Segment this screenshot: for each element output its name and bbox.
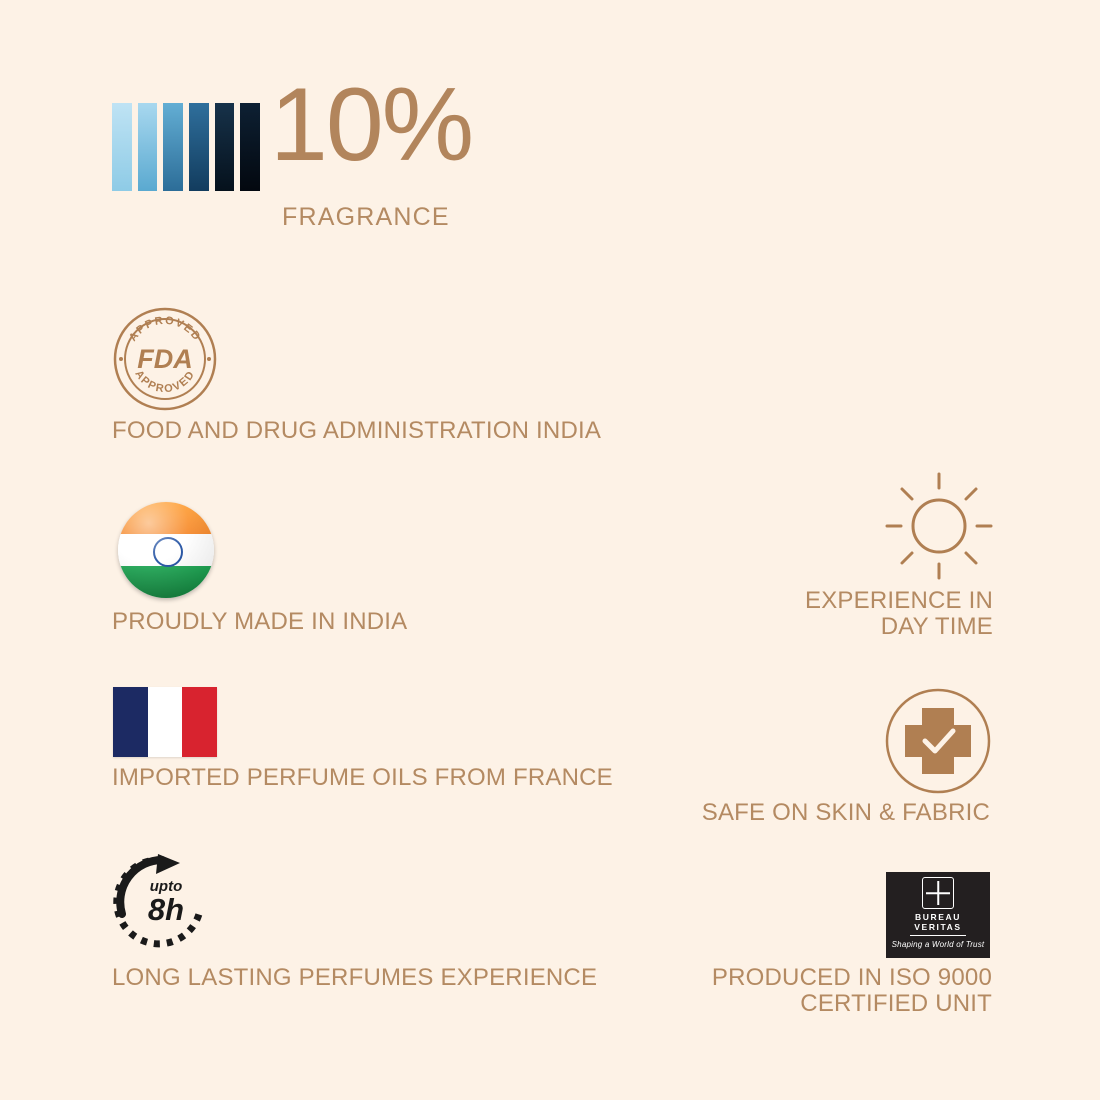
svg-text:APPROVED: APPROVED	[126, 314, 204, 344]
daytime-caption-line2: DAY TIME	[880, 613, 993, 640]
bureau-veritas-name-line2: VERITAS	[914, 922, 962, 932]
daytime-caption	[805, 588, 993, 640]
bureau-veritas-divider	[910, 935, 966, 936]
daytime-caption-line1: EXPERIENCE IN	[805, 587, 993, 614]
india-caption: PROUDLY MADE IN INDIA	[112, 608, 408, 635]
iso-caption-line2: CERTIFIED UNIT	[800, 990, 992, 1017]
iso-caption	[712, 965, 992, 1017]
india-flag-icon	[118, 502, 214, 598]
fragrance-label: FRAGRANCE	[282, 203, 450, 231]
fda-approved-stamp-icon	[112, 306, 218, 412]
gauge-bar-4	[189, 103, 209, 191]
flag-gloss-overlay	[118, 502, 214, 598]
iso-caption-line1: PRODUCED IN ISO 9000	[711, 964, 992, 991]
gauge-bar-3	[163, 103, 183, 191]
flag-band-red	[182, 687, 217, 757]
svg-text:APPROVED: APPROVED	[132, 368, 198, 396]
france-flag-icon	[113, 687, 217, 757]
fragrance-percent-value: 10%	[270, 67, 473, 183]
bureau-veritas-seal-icon	[922, 877, 954, 909]
flag-band-white	[148, 687, 183, 757]
sun-icon	[883, 470, 995, 582]
shield-cross-check-icon	[885, 688, 991, 794]
flag-band-blue	[113, 687, 148, 757]
safe-caption: SAFE ON SKIN & FABRIC	[701, 799, 990, 826]
gauge-bar-2	[138, 103, 158, 191]
fda-caption: FOOD AND DRUG ADMINISTRATION INDIA	[112, 417, 602, 444]
longlasting-caption: LONG LASTING PERFUMES EXPERIENCE	[112, 964, 598, 991]
france-caption: IMPORTED PERFUME OILS FROM FRANCE	[112, 764, 613, 791]
fragrance-bar-gauge	[112, 103, 260, 191]
svg-text:FDA: FDA	[137, 344, 193, 374]
gauge-bar-6	[240, 103, 260, 191]
clock-arrow-8h-icon	[112, 852, 212, 952]
bureau-veritas-name-line1: BUREAU	[915, 912, 961, 922]
bureau-veritas-logo	[886, 872, 990, 958]
longlasting-hours-text: 8h	[147, 891, 185, 927]
longlasting-upto-text: upto	[149, 877, 183, 895]
gauge-bar-5	[215, 103, 235, 191]
gauge-bar-1	[112, 103, 132, 191]
bureau-veritas-tagline: Shaping a World of Trust	[891, 940, 985, 949]
